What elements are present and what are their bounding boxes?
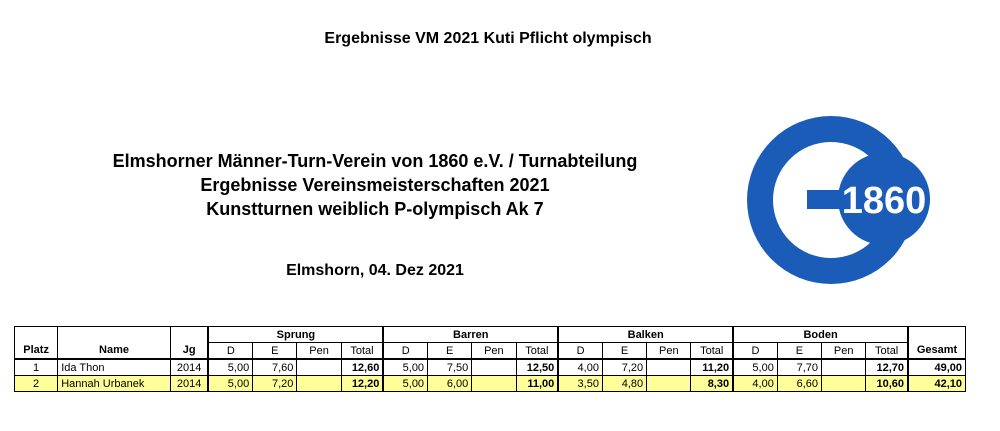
header-d: D: [733, 343, 777, 360]
cell-balken-pen: [647, 359, 691, 376]
column-header-row: [15, 343, 966, 360]
cell-barren-total: 12,50: [516, 359, 558, 376]
header-d: D: [208, 343, 252, 360]
header-d: D: [383, 343, 427, 360]
club-logo: [727, 115, 935, 285]
cell-boden-pen: [822, 376, 866, 392]
header-pen: Pen: [297, 343, 341, 360]
header-pen: Pen: [472, 343, 516, 360]
apparatus-barren: Barren: [383, 327, 558, 343]
cell-barren-pen: [472, 376, 516, 392]
cell-boden-e: 6,60: [777, 376, 821, 392]
header-total: Total: [866, 343, 908, 360]
cell-sprung-d: 5,00: [208, 359, 252, 376]
header-e: E: [602, 343, 646, 360]
cell-sprung-pen: [297, 359, 341, 376]
cell-platz: 1: [15, 359, 58, 376]
cell-name: Hannah Urbanek: [58, 376, 171, 392]
header-total: Total: [516, 343, 558, 360]
table-row: [15, 359, 966, 376]
cell-balken-e: 4,80: [602, 376, 646, 392]
header-pen: Pen: [647, 343, 691, 360]
document-title: Ergebnisse VM 2021 Kuti Pflicht olympisch: [324, 30, 652, 47]
apparatus-sprung: Sprung: [208, 327, 383, 343]
cell-barren-e: 6,00: [428, 376, 472, 392]
header-d: D: [558, 343, 602, 360]
event-date: Elmshorn, 04. Dez 2021: [286, 262, 464, 279]
cell-balken-pen: [647, 376, 691, 392]
header-e: E: [253, 343, 297, 360]
cell-sprung-e: 7,20: [253, 376, 297, 392]
cell-jg: 2014: [170, 359, 208, 376]
header-e: E: [428, 343, 472, 360]
header-jg: Jg: [170, 343, 208, 360]
apparatus-boden: Boden: [733, 327, 908, 343]
category-line: Kunstturnen weiblich P-olympisch Ak 7: [206, 199, 544, 219]
club-header: [40, 149, 710, 221]
cell-barren-total: 11,00: [516, 376, 558, 392]
cell-barren-pen: [472, 359, 516, 376]
cell-jg: 2014: [170, 376, 208, 392]
club-name: Elmshorner Männer-Turn-Verein von 1860 e.V. / Turnabteilung: [112, 151, 638, 171]
cell-platz: 2: [15, 376, 58, 392]
results-subtitle: Ergebnisse Vereinsmeisterschaften 2021: [200, 175, 550, 195]
header-pen: Pen: [822, 343, 866, 360]
cell-sprung-e: 7,60: [253, 359, 297, 376]
cell-barren-e: 7,50: [428, 359, 472, 376]
cell-gesamt: 42,10: [908, 376, 965, 392]
cell-sprung-total: 12,20: [341, 376, 383, 392]
cell-name: Ida Thon: [58, 359, 171, 376]
cell-boden-total: 10,60: [866, 376, 908, 392]
cell-boden-d: 5,00: [733, 359, 777, 376]
header-platz: Platz: [15, 343, 58, 360]
cell-gesamt: 49,00: [908, 359, 965, 376]
cell-balken-d: 4,00: [558, 359, 602, 376]
cell-boden-d: 4,00: [733, 376, 777, 392]
cell-boden-total: 12,70: [866, 359, 908, 376]
cell-boden-pen: [822, 359, 866, 376]
table-row: [15, 376, 966, 392]
results-table: [14, 326, 966, 392]
cell-balken-total: 8,30: [691, 376, 733, 392]
apparatus-balken: Balken: [558, 327, 733, 343]
header-e: E: [777, 343, 821, 360]
cell-sprung-pen: [297, 376, 341, 392]
apparatus-header-row: [15, 327, 966, 343]
header-total: Total: [691, 343, 733, 360]
cell-sprung-total: 12,60: [341, 359, 383, 376]
header-total: Total: [341, 343, 383, 360]
cell-balken-d: 3,50: [558, 376, 602, 392]
header-name: Name: [58, 343, 171, 360]
cell-boden-e: 7,70: [777, 359, 821, 376]
cell-barren-d: 5,00: [383, 359, 427, 376]
cell-barren-d: 5,00: [383, 376, 427, 392]
header-gesamt: Gesamt: [908, 343, 965, 360]
cell-balken-total: 11,20: [691, 359, 733, 376]
cell-balken-e: 7,20: [602, 359, 646, 376]
logo-text: 1860: [841, 180, 927, 222]
cell-sprung-d: 5,00: [208, 376, 252, 392]
